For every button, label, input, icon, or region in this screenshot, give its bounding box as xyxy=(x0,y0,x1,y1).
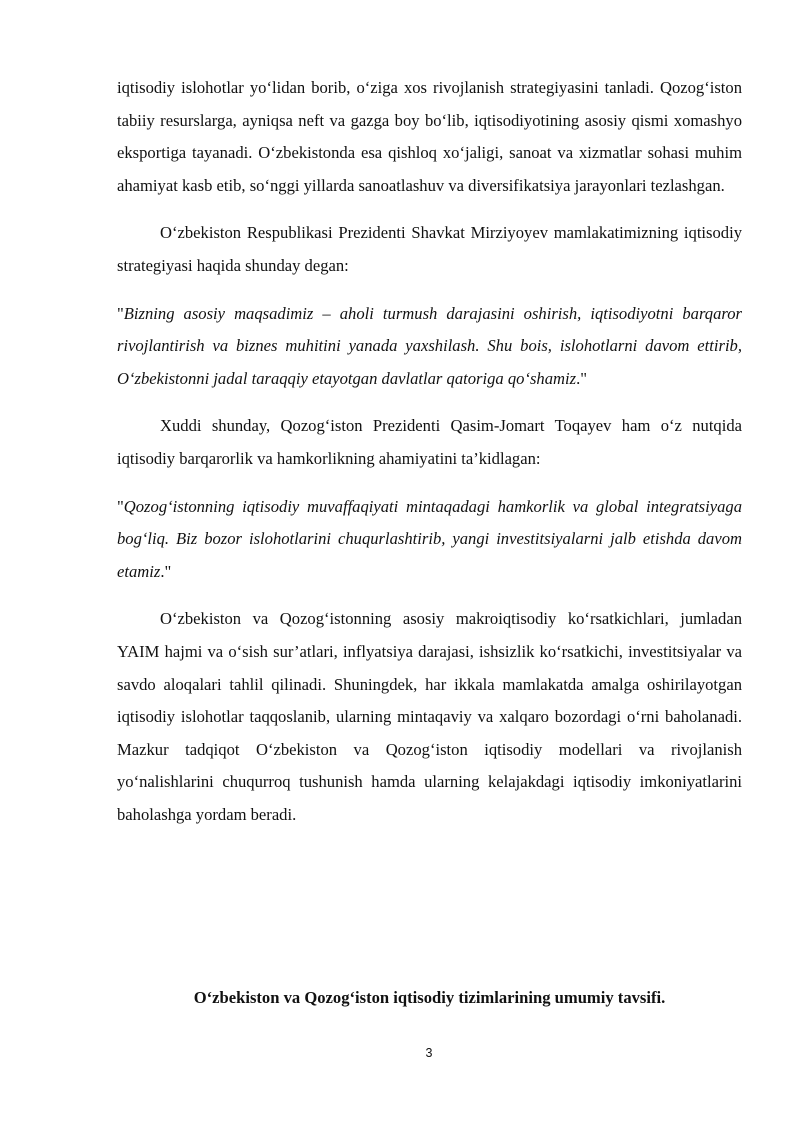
section-heading: O‘zbekiston va Qozog‘iston iqtisodiy tizimlarining umumiy tavsifi. xyxy=(193,988,666,1007)
quote-toqayev xyxy=(117,491,742,589)
quote-text: Bizning asosiy maqsadimiz – aholi turmush darajasini oshirish, iqtisodiyotni barqaror rivojlantirish va biznes muhitini yanada yaxshilash. Shu bois, islohotlarni davom ettirib, O‘zbekistonni jadal taraqqiy etayotgan davlatlar qatoriga qo‘shamiz xyxy=(117,303,742,388)
quote-text: Qozog‘istonning iqtisodiy muvaffaqiyati mintaqadagi hamkorlik va global integratsiyaga bog‘liq. Biz bozor islohotlarini chuqurlashtirib, yangi investitsiyalarni jalb etishda davom etamiz xyxy=(117,496,742,581)
quote-open-mark: " xyxy=(117,496,124,516)
paragraph-intro-continuation: iqtisodiy islohotlar yo‘lidan borib, o‘ziga xos rivojlanish strategiyasini tanladi. Qozog‘iston tabiiy resurslarga, ayniqsa neft va gazga boy bo‘lib, iqtisodiyotining asosiy qismi xomashyo eksportiga tayanadi. O‘zbekistonda esa qishloq xo‘jaligi, sanoat va xizmatlar sohasi muhim ahamiyat kasb etib, so‘nggi yillarda sanoatlashuv va diversifikatsiya jarayonlari tezlashgan. xyxy=(117,78,742,195)
paragraph-macro-indicators: O‘zbekiston va Qozog‘istonning asosiy makroiqtisodiy ko‘rsatkichlari, jumladan YAIM hajmi va o‘sish sur’atlari, inflyatsiya darajasi, ishsizlik ko‘rsatkichi, investitsiyalar va savdo aloqalari tahlil qilinadi. Shuningdek, har ikkala mamlakatda amalga oshirilayotgan iqtisodiy islohotlar taqqoslanib, ularning mintaqaviy va xalqaro bozordagi o‘rni baholanadi. Mazkur tadqiqot O‘zbekiston va Qozog‘iston iqtisodiy modellari va rivojlanish yo‘nalishlarini chuqurroq tushunish hamda ularning kelajakdagi iqtisodiy imkoniyatlarini baholashga yordam beradi. xyxy=(117,609,742,824)
quote-mirziyoyev xyxy=(117,298,742,396)
quote-close-mark: ." xyxy=(160,561,172,581)
paragraph-toqayev-intro: Xuddi shunday, Qozog‘iston Prezidenti Qasim-Jomart Toqayev ham o‘z nutqida iqtisodiy barqarorlik va hamkorlikning ahamiyatini ta’kidlagan: xyxy=(117,416,742,468)
quote-close-mark: ." xyxy=(576,368,588,388)
document-body xyxy=(117,72,742,846)
page-number: 3 xyxy=(425,1046,433,1060)
paragraph-mirziyoyev-intro: O‘zbekiston Respublikasi Prezidenti Shavkat Mirziyoyev mamlakatimizning iqtisodiy strategiyasi haqida shunday degan: xyxy=(117,223,742,275)
quote-open-mark: " xyxy=(117,303,124,323)
